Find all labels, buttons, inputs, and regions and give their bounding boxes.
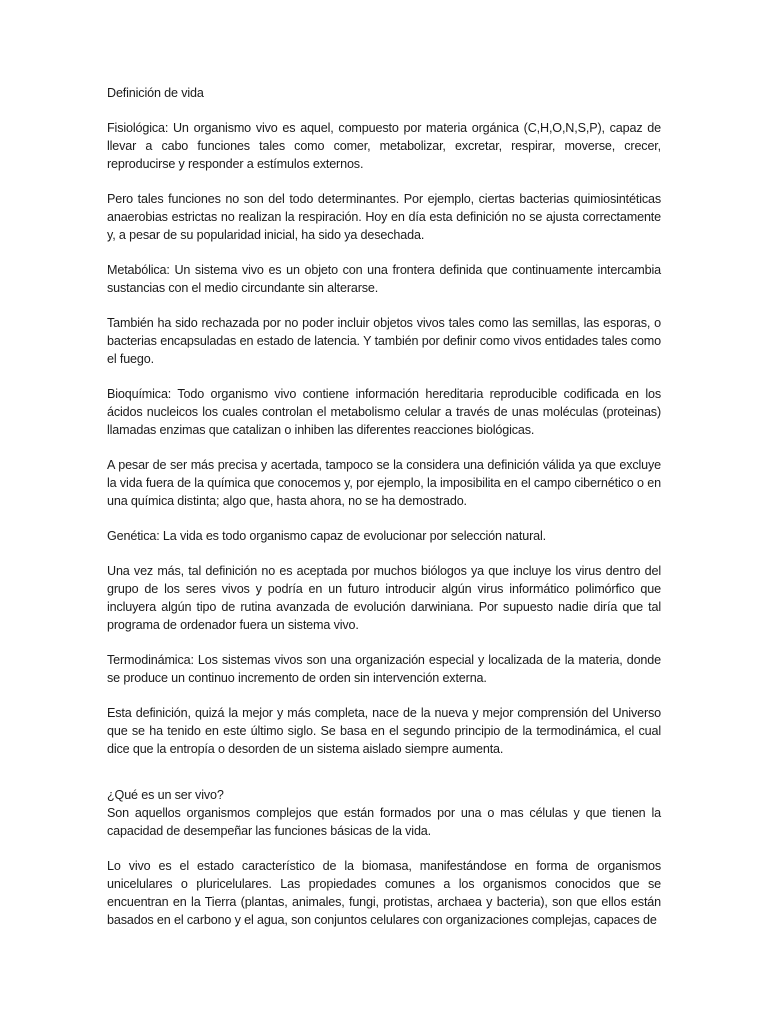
paragraph-metabolica-critique: También ha sido rechazada por no poder incluir objetos vivos tales como las semillas, las esporas, o bacterias encapsuladas en estado de latencia. Y también por definir como vivos entidades tales como el fuego. bbox=[107, 316, 661, 366]
paragraph-genetica-critique: Una vez más, tal definición no es aceptada por muchos biólogos ya que incluye los virus dentro del grupo de los seres vivos y podría en un futuro introducir algún virus informático polimórfico que incluyera algún tipo de rutina avanzada de evolución darwiniana. Por supuesto nadie diría que tal programa de ordenador fuera un sistema vivo. bbox=[107, 564, 661, 632]
paragraph-metabolica: Metabólica: Un sistema vivo es un objeto con una frontera definida que continuamente intercambia sustancias con el medio circundante sin alterarse. bbox=[107, 263, 661, 295]
paragraph-lo-vivo: Lo vivo es el estado característico de la biomasa, manifestándose en forma de organismos unicelulares o pluricelulares. Las propiedades comunes a los organismos conocidos que se encuentran en la Tierra (plantas, animales, fungi, protistas, archaea y bacteria), son que ellos están basados en el carbono y el agua, son conjuntos celulares con organizaciones complejas, capaces de bbox=[107, 859, 661, 927]
section-heading-ser-vivo: ¿Qué es un ser vivo? bbox=[107, 788, 224, 802]
paragraph-bioquimica-critique: A pesar de ser más precisa y acertada, tampoco se la considera una definición válida ya que excluye la vida fuera de la química que conocemos y, por ejemplo, la imposibilita en el campo cibernético o en una química distinta; algo que, hasta ahora, no se ha demostrado. bbox=[107, 458, 661, 508]
paragraph-termodinamica-commentary: Esta definición, quizá la mejor y más completa, nace de la nueva y mejor comprensión del Universo que se ha tenido en este último siglo. Se basa en el segundo principio de la termodinámica, el cual dice que la entropía o desorden de un sistema aislado siempre aumenta. bbox=[107, 706, 661, 756]
paragraph-termodinamica: Termodinámica: Los sistemas vivos son una organización especial y localizada de la materia, donde se produce un continuo incremento de orden sin intervención externa. bbox=[107, 653, 661, 685]
document-page bbox=[107, 84, 661, 946]
paragraph-fisiologica: Fisiológica: Un organismo vivo es aquel, compuesto por materia orgánica (C,H,O,N,S,P), capaz de llevar a cabo funciones tales como comer, metabolizar, excretar, respirar, moverse, crecer, reproducirse y responder a estímulos externos. bbox=[107, 121, 661, 171]
document-title: Definición de vida bbox=[107, 86, 204, 100]
paragraph-ser-vivo-definition: Son aquellos organismos complejos que están formados por una o mas células y que tienen la capacidad de desempeñar las funciones básicas de la vida. bbox=[107, 806, 661, 838]
paragraph-fisiologica-critique: Pero tales funciones no son del todo determinantes. Por ejemplo, ciertas bacterias quimiosintéticas anaerobias estrictas no realizan la respiración. Hoy en día esta definición no se ajusta correctamente y, a pesar de su popularidad inicial, ha sido ya desechada. bbox=[107, 192, 661, 242]
paragraph-genetica: Genética: La vida es todo organismo capaz de evolucionar por selección natural. bbox=[107, 529, 546, 543]
paragraph-bioquimica: Bioquímica: Todo organismo vivo contiene información hereditaria reproducible codificada en los ácidos nucleicos los cuales controlan el metabolismo celular a través de unas moléculas (proteinas) llamadas enzimas que catalizan o inhiben las diferentes reacciones biológicas. bbox=[107, 387, 661, 437]
